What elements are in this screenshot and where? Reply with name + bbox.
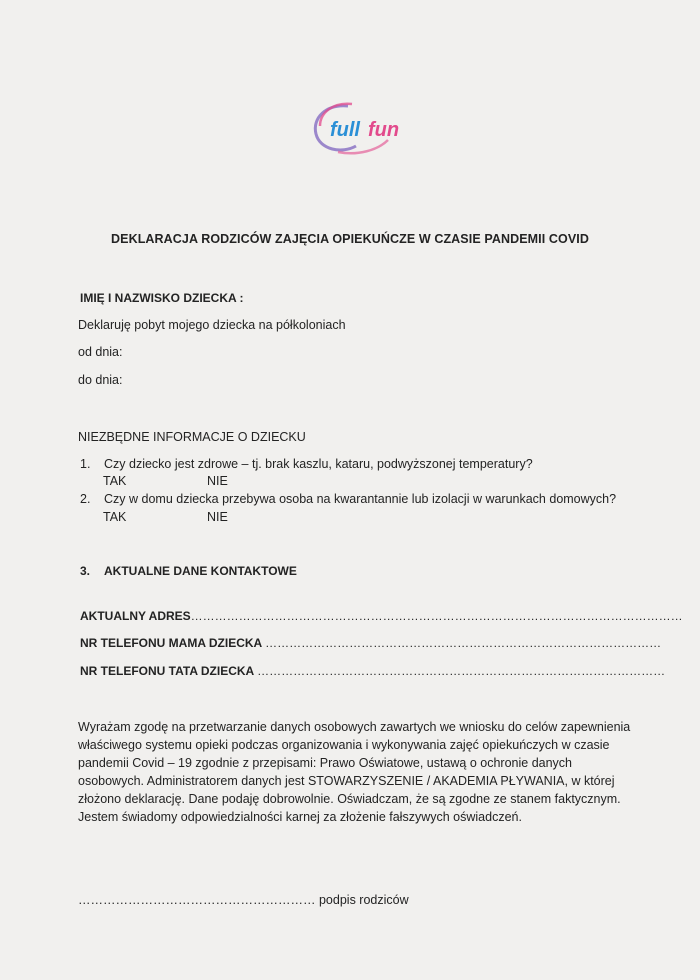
answer-no-1: NIE <box>207 474 228 488</box>
info-heading: NIEZBĘDNE INFORMACJE O DZIECKU <box>78 430 306 444</box>
declaration-text: Deklaruję pobyt mojego dziecka na półkoloniach <box>78 318 346 332</box>
question-1 <box>80 457 533 471</box>
section-number: 3. <box>80 564 91 578</box>
address-field <box>80 609 683 623</box>
field-label: AKTUALNY ADRES <box>80 609 191 623</box>
field-label: NR TELEFONU MAMA DZIECKA <box>80 636 266 650</box>
contact-section-heading <box>80 564 297 578</box>
field-label: NR TELEFONU TATA DZIECKA <box>80 664 258 678</box>
child-name-label: IMIĘ I NAZWISKO DZIECKA : <box>80 291 244 305</box>
logo-text-fun: fun <box>368 119 400 141</box>
mother-phone-field <box>80 636 661 650</box>
signature-line <box>78 893 409 907</box>
section-title: AKTUALNE DANE KONTAKTOWE <box>104 564 297 578</box>
question-text: Czy w domu dziecka przebywa osoba na kwarantannie lub izolacji w warunkach domowych? <box>104 492 617 506</box>
answer-yes-2: TAK <box>103 510 127 524</box>
field-dots: ……………………………………………………………………………………… <box>265 636 662 650</box>
fullfun-logo <box>308 100 408 156</box>
field-dots: ………………………………………………………………………………………… <box>257 664 666 678</box>
consent-paragraph: Wyrażam zgodę na przetwarzanie danych osobowych zawartych we wniosku do celów zapewnienia właściwego systemu opieki podczas organizowania i wykonywania zajęć opiekuńczych w czasie pandemii Covid – 19 zgodnie z przepisami: Prawo Oświatowe, ustawą o ochronie danych osobowych. Administratorem danych jest STOWARZYSZENIE / AKADEMIA PŁYWANIA, w której złożono deklarację. Dane podaję dobrowolnie. Oświadczam, że są zgodne ze stanem faktycznym. Jestem świadomy odpowiedzialności karnej za złożenie fałszywych oświadczeń. <box>78 720 631 824</box>
father-phone-field <box>80 664 665 678</box>
question-text: Czy dziecko jest zdrowe – tj. brak kaszlu, kataru, podwyższonej temperatury? <box>104 457 533 471</box>
answer-no-2: NIE <box>207 510 228 524</box>
from-date-label: od dnia: <box>78 345 123 359</box>
field-dots: …………………………………………………………………………………………………………… <box>190 609 683 623</box>
to-date-label: do dnia: <box>78 373 123 387</box>
logo-text-full: full <box>330 119 360 141</box>
question-number: 2. <box>80 492 91 506</box>
signature-dots: ………………………………………………… <box>78 893 316 907</box>
answer-yes-1: TAK <box>103 474 127 488</box>
signature-label: podpis rodziców <box>318 893 409 907</box>
question-number: 1. <box>80 457 91 471</box>
document-title: DEKLARACJA RODZICÓW ZAJĘCIA OPIEKUŃCZE W CZASIE PANDEMII COVID <box>111 232 589 246</box>
logo-graphic <box>308 100 408 156</box>
question-2 <box>80 492 616 506</box>
